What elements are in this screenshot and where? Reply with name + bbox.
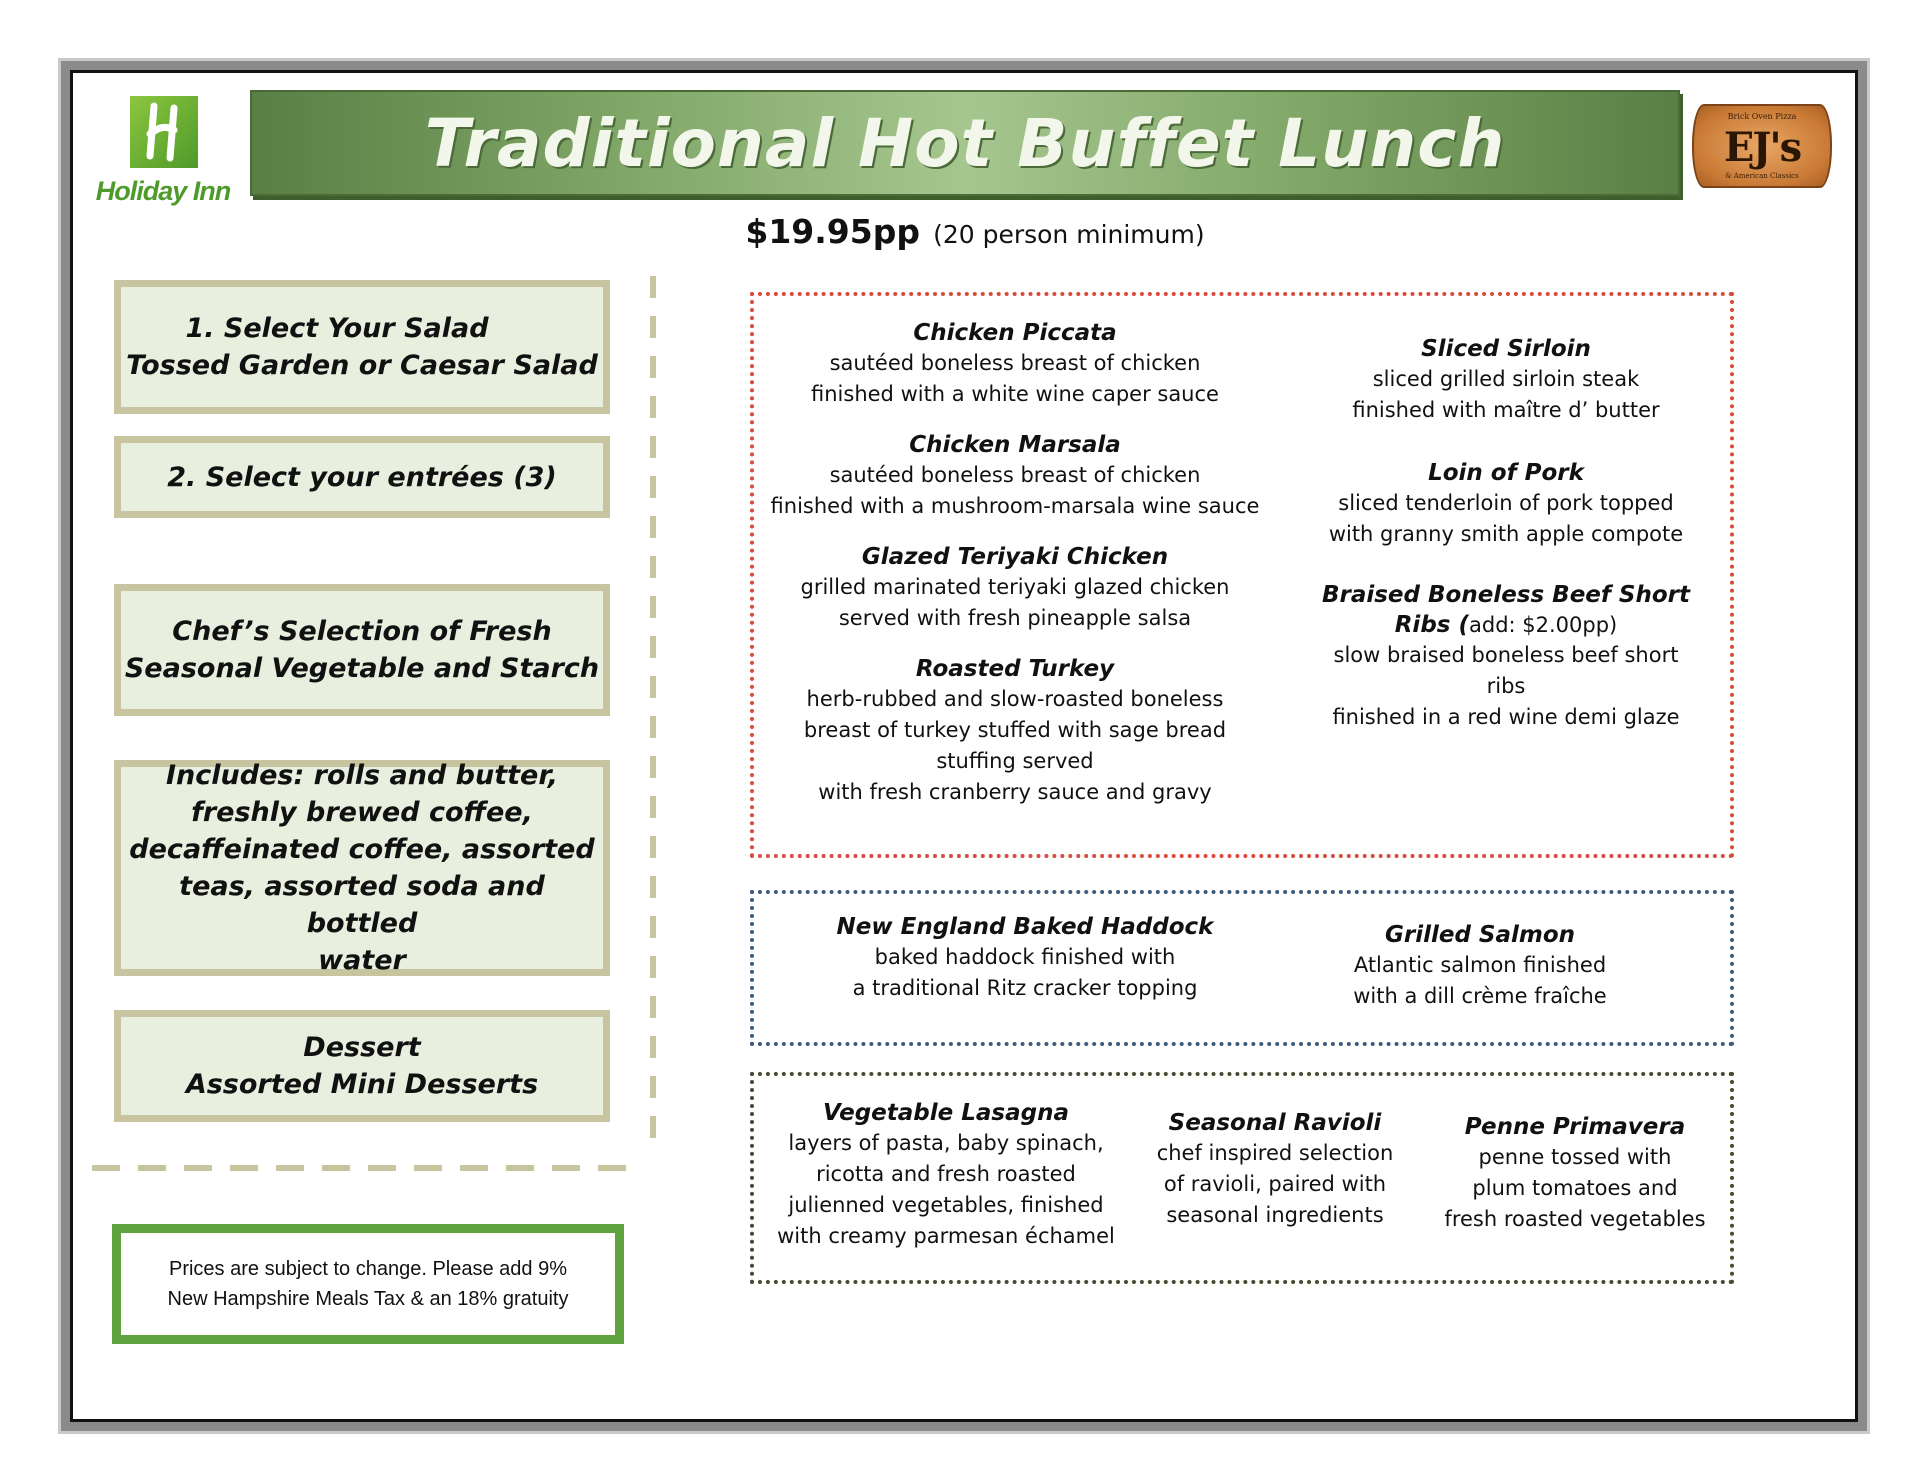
menu-item-baked-haddock: [790, 912, 1260, 1004]
item-desc: fresh roasted vegetables: [1444, 1207, 1706, 1231]
ejs-logo: [1692, 104, 1832, 188]
item-desc: finished with a mushroom-marsala wine sauce: [770, 494, 1260, 518]
item-desc: finished in a red wine demi glaze: [1332, 705, 1680, 729]
menu-item-grilled-salmon: [1310, 920, 1650, 1012]
includes-line: decaffeinated coffee, assorted: [129, 834, 595, 865]
title-banner: [250, 90, 1680, 196]
price-note-box: [112, 1224, 624, 1344]
ejs-logo-bottom: & American Classics: [1725, 172, 1799, 180]
salad-options: Tossed Garden or Caesar Salad: [126, 350, 598, 381]
item-desc: with a dill crème fraîche: [1353, 984, 1607, 1008]
menu-item-braised-short-ribs: [1316, 580, 1696, 733]
item-name: Braised Boneless Beef Short: [1321, 582, 1691, 608]
vertical-divider: [650, 276, 656, 1156]
item-name: Grilled Salmon: [1384, 922, 1576, 948]
item-name: Sliced Sirloin: [1421, 336, 1591, 362]
item-desc: seasonal ingredients: [1166, 1203, 1384, 1227]
menu-item-chicken-piccata: [770, 318, 1260, 410]
page-title: Traditional Hot Buffet Lunch: [424, 104, 1506, 182]
item-desc: with granny smith apple compote: [1328, 522, 1684, 546]
item-name: Chicken Piccata: [913, 320, 1117, 346]
item-name: New England Baked Haddock: [836, 914, 1214, 940]
horizontal-divider: [92, 1165, 632, 1171]
item-desc: plum tomatoes and: [1472, 1176, 1678, 1200]
item-desc: ribs: [1486, 674, 1526, 698]
price-note: (20 person minimum): [933, 220, 1205, 249]
item-desc: with creamy parmesan échamel: [777, 1224, 1115, 1248]
includes-box: [114, 760, 610, 976]
salad-step-title: 1. Select Your Salad: [185, 313, 489, 344]
chef-selection-box: [114, 584, 610, 716]
menu-item-chicken-marsala: [770, 430, 1260, 522]
item-desc: of ravioli, paired with: [1163, 1172, 1387, 1196]
entrees-step-title: 2. Select your entrées (3): [167, 461, 557, 493]
menu-item-roasted-turkey: [770, 654, 1260, 808]
item-desc: finished with a white wine caper sauce: [811, 382, 1219, 406]
item-name: Seasonal Ravioli: [1168, 1110, 1382, 1136]
includes-line: teas, assorted soda and bottled: [179, 871, 545, 939]
menu-item-penne-primavera: [1430, 1112, 1720, 1235]
item-name: Roasted Turkey: [915, 656, 1115, 682]
includes-line: Includes: rolls and butter,: [166, 760, 558, 791]
item-addon-price: add: $2.00pp): [1469, 613, 1618, 637]
item-desc: a traditional Ritz cracker topping: [852, 976, 1198, 1000]
item-desc: sautéed boneless breast of chicken: [829, 463, 1201, 487]
item-name: Vegetable Lasagna: [822, 1100, 1069, 1126]
menu-item-vegetable-lasagna: [776, 1098, 1116, 1252]
item-desc: penne tossed with: [1478, 1145, 1672, 1169]
ejs-logo-main: EJ's: [1723, 124, 1801, 171]
note-line2: New Hampshire Meals Tax & an 18% gratuity: [167, 1288, 569, 1310]
item-name-part: Ribs (: [1394, 612, 1469, 638]
item-desc: breast of turkey stuffed with sage bread: [803, 718, 1227, 742]
item-desc: sautéed boneless breast of chicken: [829, 351, 1201, 375]
item-desc: julienned vegetables, finished: [788, 1193, 1104, 1217]
item-desc: sliced tenderloin of pork topped: [1338, 491, 1674, 515]
item-desc: with fresh cranberry sauce and gravy: [818, 780, 1212, 804]
entrees-step-box: [114, 436, 610, 518]
ejs-logo-top: Brick Oven Pizza: [1727, 112, 1797, 121]
menu-item-loin-of-pork: [1316, 458, 1696, 550]
salad-step-box: [114, 280, 610, 414]
item-name: Glazed Teriyaki Chicken: [861, 544, 1169, 570]
item-desc: herb-rubbed and slow-roasted boneless: [806, 687, 1224, 711]
holiday-inn-logo: [88, 96, 238, 216]
holiday-inn-wordmark: Holiday Inn: [95, 176, 231, 206]
chef-selection-line1: Chef’s Selection of Fresh: [172, 616, 552, 647]
note-line1: Prices are subject to change. Please add 9%: [168, 1258, 568, 1280]
dessert-box: [114, 1010, 610, 1122]
item-name-line2: [1316, 610, 1696, 640]
item-desc: ricotta and fresh roasted: [816, 1162, 1076, 1186]
item-name: Penne Primavera: [1464, 1114, 1686, 1140]
item-desc: layers of pasta, baby spinach,: [788, 1131, 1104, 1155]
menu-item-sliced-sirloin: [1316, 334, 1696, 426]
chef-selection-line2: Seasonal Vegetable and Starch: [124, 653, 600, 684]
item-desc: sliced grilled sirloin steak: [1372, 367, 1640, 391]
item-name: Chicken Marsala: [909, 432, 1121, 458]
item-name: Loin of Pork: [1428, 460, 1584, 486]
item-desc: baked haddock finished with: [874, 945, 1176, 969]
includes-line: water: [318, 945, 406, 976]
includes-line: freshly brewed coffee,: [191, 797, 533, 828]
item-desc: chef inspired selection: [1156, 1141, 1394, 1165]
item-desc: finished with maître d’ butter: [1352, 398, 1660, 422]
menu-item-seasonal-ravioli: [1130, 1108, 1420, 1231]
item-desc: grilled marinated teriyaki glazed chicken: [800, 575, 1230, 599]
item-desc: slow braised boneless beef short: [1333, 643, 1679, 667]
menu-item-glazed-teriyaki-chicken: [770, 542, 1260, 634]
holiday-inn-h-icon: [130, 96, 198, 168]
item-desc: stuffing served: [936, 749, 1094, 773]
price-line: [0, 212, 1920, 251]
dessert-desc: Assorted Mini Desserts: [185, 1069, 539, 1100]
item-desc: served with fresh pineapple salsa: [838, 606, 1192, 630]
price: $19.95pp: [745, 212, 920, 251]
dessert-title: Dessert: [303, 1032, 421, 1063]
item-desc: Atlantic salmon finished: [1353, 953, 1607, 977]
